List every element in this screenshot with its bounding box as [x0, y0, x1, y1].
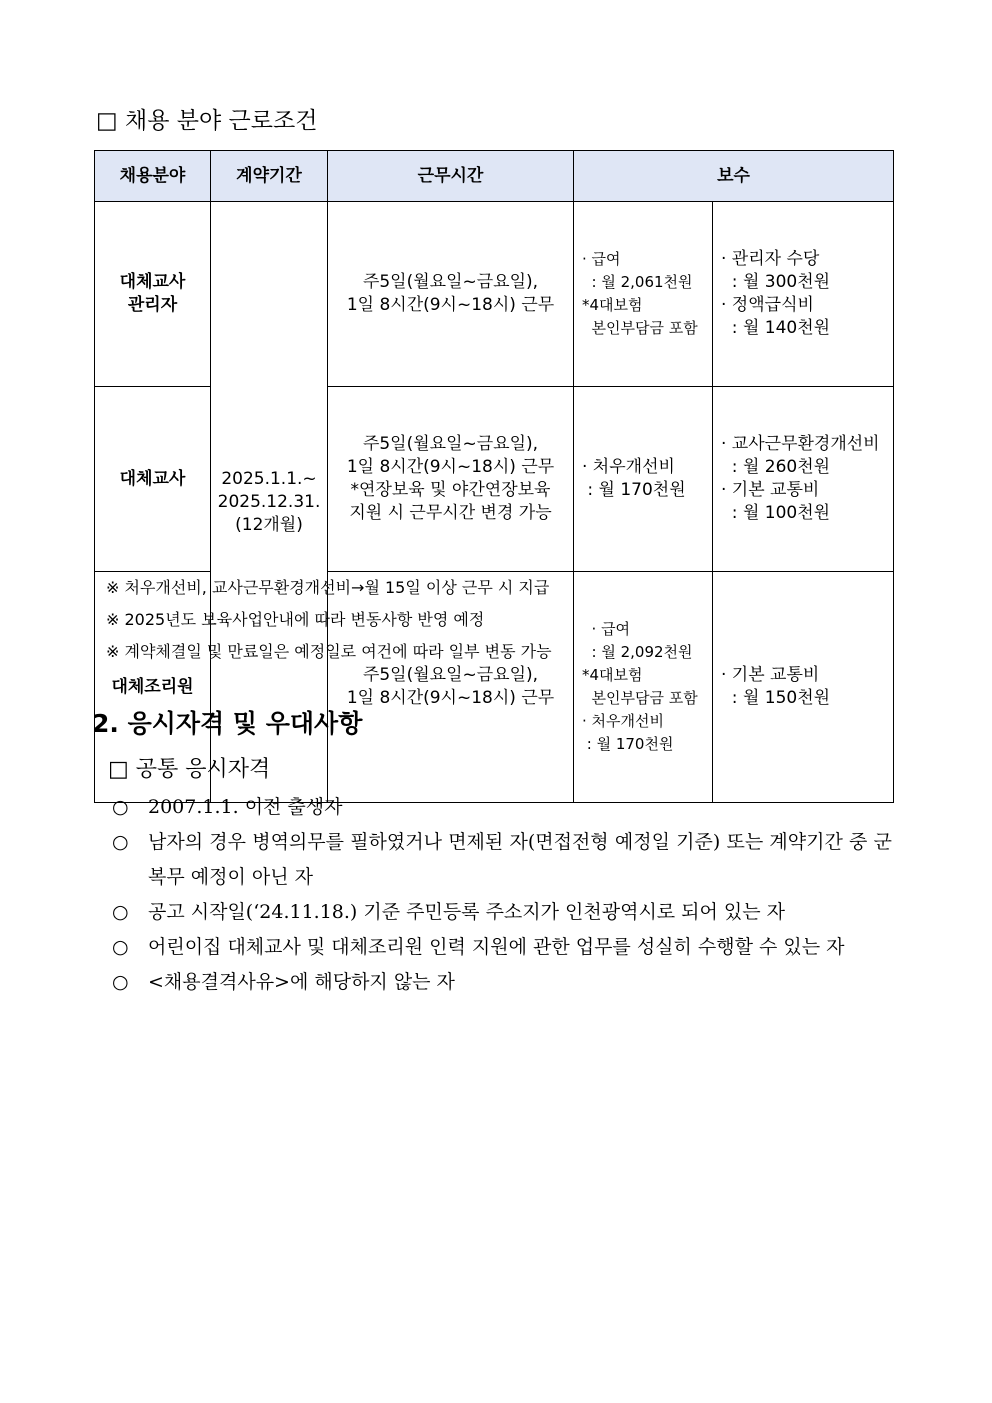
list-item: ○ 남자의 경우 병역의무를 필하였거나 면제된 자(면접전형 예정일 기준) 또는 계약기간 중 군 복무 예정이 아닌 자	[112, 825, 892, 895]
list-item: ○ 공고 시작일(‘24.11.18.) 기준 주민등록 주소지가 인천광역시로 되어 있는 자	[112, 895, 892, 930]
table-header-row	[95, 151, 894, 202]
list-item: ○ 어린이집 대체교사 및 대체조리원 인력 지원에 관한 업무를 성실히 수행할 수 있는 자	[112, 930, 892, 965]
section-heading: 2. 응시자격 및 우대사항	[92, 709, 363, 738]
circle-bullet-icon: ○	[112, 831, 129, 853]
circle-bullet-icon: ○	[112, 936, 129, 958]
pay-cook-a: · 급여 : 월 2,092천원 *4대보험 본인부담금 포함 · 처우개선비 : 월 170천원	[574, 572, 713, 803]
section-title: □ 채용 분야 근로조건	[96, 108, 318, 134]
qualification-list	[112, 790, 892, 1000]
note: ※ 계약체결일 및 만료일은 예정일로 여건에 따라 일부 변동 가능	[106, 642, 552, 661]
hours-teacher: 주5일(월요일~금요일), 1일 8시간(9시~18시) 근무 *연장보육 및 야간연장보육 지원 시 근무시간 변경 가능	[328, 387, 574, 572]
pay-teacher-a: · 처우개선비 : 월 170천원	[574, 387, 713, 572]
header-hours: 근무시간	[328, 151, 574, 202]
contract-period: 2025.1.1.~ 2025.12.31. (12개월)	[211, 202, 328, 803]
circle-bullet-icon: ○	[112, 796, 129, 818]
field-teacher: 대체교사	[95, 387, 211, 572]
pay-cook-b: · 기본 교통비 : 월 150천원	[713, 572, 894, 803]
note: ※ 2025년도 보육사업안내에 따라 변동사항 반영 예정	[106, 610, 485, 629]
field-cook: 대체조리원	[95, 572, 211, 803]
pay-manager-a: · 급여 : 월 2,061천원 *4대보험 본인부담금 포함	[574, 202, 713, 387]
notes	[106, 572, 552, 668]
circle-bullet-icon: ○	[112, 971, 129, 993]
hours-cook: 주5일(월요일~금요일), 1일 8시간(9시~18시) 근무	[328, 572, 574, 803]
pay-manager-b: · 관리자 수당 : 월 300천원 · 정액급식비 : 월 140천원	[713, 202, 894, 387]
pay-teacher-b: · 교사근무환경개선비 : 월 260천원 · 기본 교통비 : 월 100천원	[713, 387, 894, 572]
header-field: 채용분야	[95, 151, 211, 202]
field-manager: 대체교사 관리자	[95, 202, 211, 387]
note: ※ 처우개선비, 교사근무환경개선비→월 15일 이상 근무 시 지급	[106, 578, 550, 597]
list-item: ○ 2007.1.1. 이전 출생자	[112, 790, 892, 825]
table-row	[95, 202, 894, 387]
list-item: ○ <채용결격사유>에 해당하지 않는 자	[112, 965, 892, 1000]
header-pay: 보수	[574, 151, 894, 202]
subsection-heading: □ 공통 응시자격	[108, 757, 271, 782]
circle-bullet-icon: ○	[112, 901, 129, 923]
header-period: 계약기간	[211, 151, 328, 202]
hours-manager: 주5일(월요일~금요일), 1일 8시간(9시~18시) 근무	[328, 202, 574, 387]
